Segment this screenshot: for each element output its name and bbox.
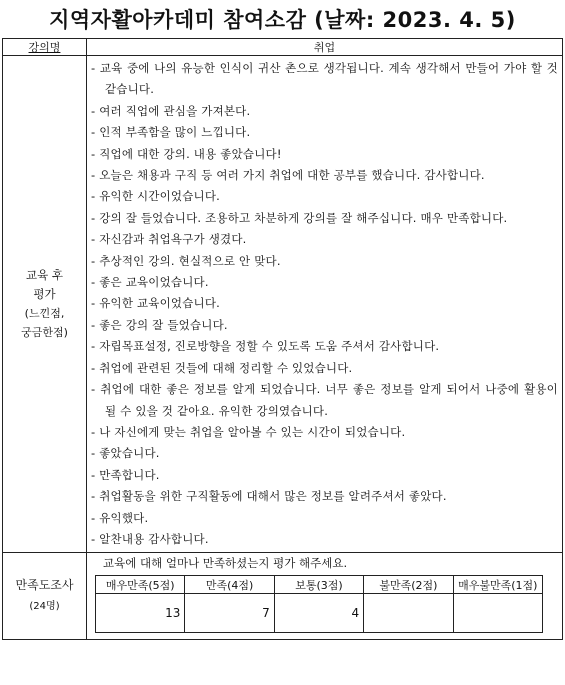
list-item: - 만족합니다. [91, 465, 558, 486]
row-label-line: (느낀점, [24, 307, 65, 321]
survey-label: 만족도조사 [15, 578, 74, 593]
list-item: - 직업에 대한 강의. 내용 좋았습니다! [91, 144, 558, 165]
list-item: - 좋은 강의 잘 들었습니다. [91, 315, 558, 336]
list-item: - 취업에 대한 좋은 정보를 알게 되었습니다. 너무 좋은 정보를 알게 되어서 나중에 활용이 될 수 있을 것 같아요. 유익한 강의였습니다. [91, 379, 558, 422]
row-label-line: 교육 후 [26, 268, 63, 283]
survey-row [3, 553, 563, 640]
table-header-row [3, 39, 563, 56]
satisfaction-value-row [96, 594, 543, 633]
header-lecture-title: 취업 [87, 39, 563, 56]
satisfaction-value [453, 594, 542, 633]
feedback-row [3, 56, 563, 553]
list-item: - 강의 잘 들었습니다. 조용하고 차분하게 강의를 잘 해주십니다. 매우 만족합니다. [91, 208, 558, 229]
satisfaction-header: 매우만족(5점) [96, 576, 185, 594]
row-label-line: 궁금한점) [21, 326, 68, 340]
feedback-row-label [3, 56, 87, 553]
list-item: - 자신감과 취업욕구가 생겼다. [91, 229, 558, 250]
page-title: 지역자활아카데미 참여소감 (날짜: 2023. 4. 5) [49, 8, 516, 32]
feedback-list-cell [87, 56, 563, 553]
list-item: - 유익했다. [91, 508, 558, 529]
survey-count: (24명) [29, 601, 60, 613]
list-item: - 유익한 교육이었습니다. [91, 293, 558, 314]
list-item: - 유익한 시간이었습니다. [91, 186, 558, 207]
list-item: - 오늘은 채용과 구직 등 여러 가지 취업에 대한 공부를 했습니다. 감사합니다. [91, 165, 558, 186]
satisfaction-value: 7 [185, 594, 274, 633]
list-item: - 좋았습니다. [91, 443, 558, 464]
list-item: - 취업에 관련된 것들에 대해 정리할 수 있었습니다. [91, 358, 558, 379]
list-item: - 나 자신에게 맞는 취업을 알아볼 수 있는 시간이 되었습니다. [91, 422, 558, 443]
satisfaction-header: 불만족(2점) [364, 576, 453, 594]
satisfaction-header: 매우불만족(1점) [453, 576, 542, 594]
satisfaction-table [95, 575, 543, 633]
list-item: - 여러 직업에 관심을 가져본다. [91, 101, 558, 122]
feedback-list [87, 56, 562, 552]
row-label-line: 평가 [33, 287, 56, 302]
satisfaction-value: 13 [96, 594, 185, 633]
list-item: - 좋은 교육이었습니다. [91, 272, 558, 293]
evaluation-table [2, 38, 563, 640]
list-item: - 교육 중에 나의 유능한 인식이 귀산 촌으로 생각됩니다. 계속 생각해서 만들어 가야 할 것 같습니다. [91, 58, 558, 101]
satisfaction-value [364, 594, 453, 633]
satisfaction-header-row [96, 576, 543, 594]
satisfaction-value: 4 [274, 594, 363, 633]
header-lecture-name-text: 강의명 [28, 41, 61, 54]
list-item: - 추상적인 강의. 현실적으로 안 맞다. [91, 251, 558, 272]
list-item: - 자립목표설정, 진로방향을 정할 수 있도록 도움 주셔서 감사합니다. [91, 336, 558, 357]
satisfaction-header: 만족(4점) [185, 576, 274, 594]
list-item: - 취업활동을 위한 구직활동에 대해서 많은 정보를 알려주셔서 좋았다. [91, 486, 558, 507]
survey-question: 교육에 대해 얼마나 만족하셨는지 평가 해주세요. [103, 556, 348, 571]
survey-cell [87, 553, 563, 640]
satisfaction-header: 보통(3점) [274, 576, 363, 594]
header-lecture-name [3, 39, 87, 56]
list-item: - 인적 부족함을 많이 느낍니다. [91, 122, 558, 143]
survey-label-cell [3, 553, 87, 640]
list-item: - 알찬내용 감사합니다. [91, 529, 558, 550]
